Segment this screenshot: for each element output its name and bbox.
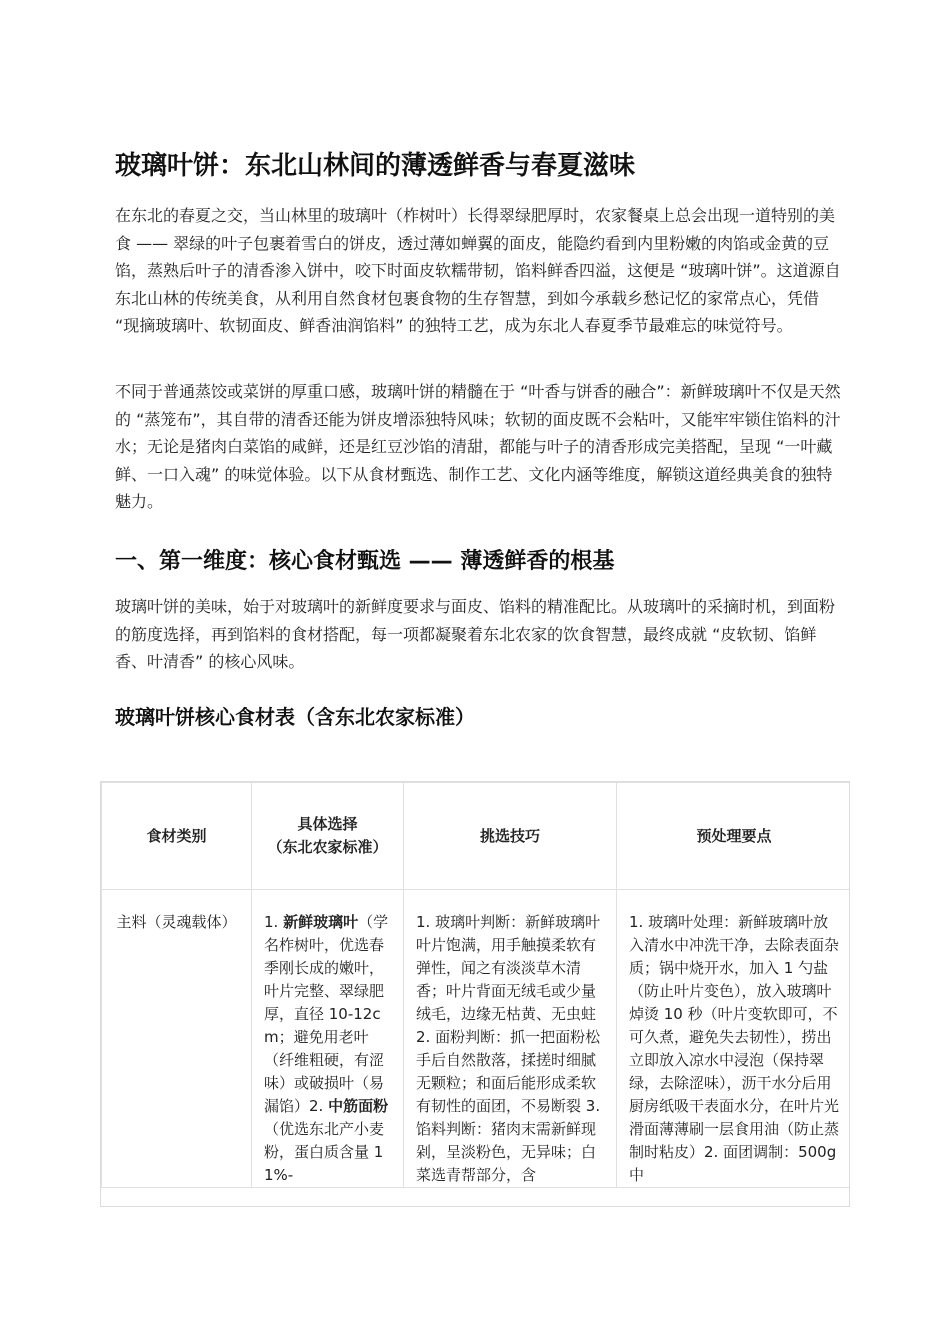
section-1-heading: 一、第一维度：核心食材甄选 —— 薄透鲜香的根基 [115,549,615,574]
header-choice: 具体选择 （东北农家标准） [252,783,404,890]
intro-paragraph-2: 不同于普通蒸饺或菜饼的厚重口感，玻璃叶饼的精髓在于 “叶香与饼香的融合”：新鲜玻璃叶不仅是天然的 “蒸笼布”，其自带的清香还能为饼皮增添独特风味；软韧的面皮既不会粘叶，又能牢牢锁住馅料的汁水；无论是猪肉白菜馅的咸鲜，还是红豆沙馅的清甜，都能与叶子的清香形成完美搭配，呈现 “一叶藏鲜、一口入魂” 的味觉体验。以下从食材甄选、制作工艺、文化内涵等维度，解锁这道经典美食的独特魅力。 [115,382,841,512]
header-category: 食材类别 [102,783,252,890]
section-1-paragraph: 玻璃叶饼的美味，始于对玻璃叶的新鲜度要求与面皮、馅料的精准配比。从玻璃叶的采摘时机，到面粉的筋度选择，再到馅料的食材搭配，每一项都凝聚着东北农家的饮食智慧，最终成就 “皮软韧、馅鲜香、叶清香” 的核心风味。 [115,597,836,672]
intro-paragraph-1: 在东北的春夏之交，当山林里的玻璃叶（柞树叶）长得翠绿肥厚时，农家餐桌上总会出现一道特别的美食 —— 翠绿的叶子包裹着雪白的饼皮，透过薄如蝉翼的面皮，能隐约看到内里粉嫩的肉馅或金黄的豆馅，蒸熟后叶子的清香渗入饼中，咬下时面皮软糯带韧，馅料鲜香四溢，这便是 “玻璃叶饼”。这道源自东北山林的传统美食，从利用自然食材包裹食物的生存智慧，到如今承载乡愁记忆的家常点心，凭借 “现摘玻璃叶、软韧面皮、鲜香油润馅料” 的独特工艺，成为东北人春夏季节最难忘的味觉符号。 [115,206,841,336]
header-tips: 挑选技巧 [404,783,617,890]
ingredient-table-title: 玻璃叶饼核心食材表（含东北农家标准） [115,705,475,729]
cell-category: 主料（灵魂载体） [102,890,252,1188]
keyword-glass-leaf: 新鲜玻璃叶 [283,913,359,931]
table-header-row [102,783,851,890]
cell-tips: 1. 玻璃叶判断：新鲜玻璃叶叶片饱满，用手触摸柔软有弹性，闻之有淡淡草木清香；叶片背面无绒毛或少量绒毛，边缘无枯黄、无虫蛀 2. 面粉判断：抓一把面粉松手后自然散落，揉搓时细腻无颗粒；和面后能形成柔软有韧性的面团，不易断裂 3. 馅料判断：猪肉末需新鲜现剁，呈淡粉色，无异味；白菜选青帮部分，含 [404,890,617,1188]
ingredient-table [100,781,850,1207]
table-row [102,890,851,1188]
cell-prep: 1. 玻璃叶处理：新鲜玻璃叶放入清水中冲洗干净，去除表面杂质；锅中烧开水，加入 1 勺盐（防止叶片变色），放入玻璃叶焯烫 10 秒（叶片变软即可，不可久煮，避免失去韧性），捞出立即放入凉水中浸泡（保持翠绿，去除涩味），沥干水分后用厨房纸吸干表面水分，在叶片光滑面薄薄刷一层食用油（防止蒸制时粘皮）2. 面团调制：500g 中 [617,890,851,1188]
document-title: 玻璃叶饼：东北山林间的薄透鲜香与春夏滋味 [115,151,636,181]
header-prep: 预处理要点 [617,783,851,890]
cell-choice: 1. 新鲜玻璃叶（学名柞树叶，优选春季刚长成的嫩叶，叶片完整、翠绿肥厚，直径 10-12cm；避免用老叶（纤维粗硬，有涩味）或破损叶（易漏馅）2. 中筋面粉（优选东北产小麦粉，蛋白质含量 11%- [252,890,404,1188]
keyword-flour: 中筋面粉 [328,1097,389,1115]
